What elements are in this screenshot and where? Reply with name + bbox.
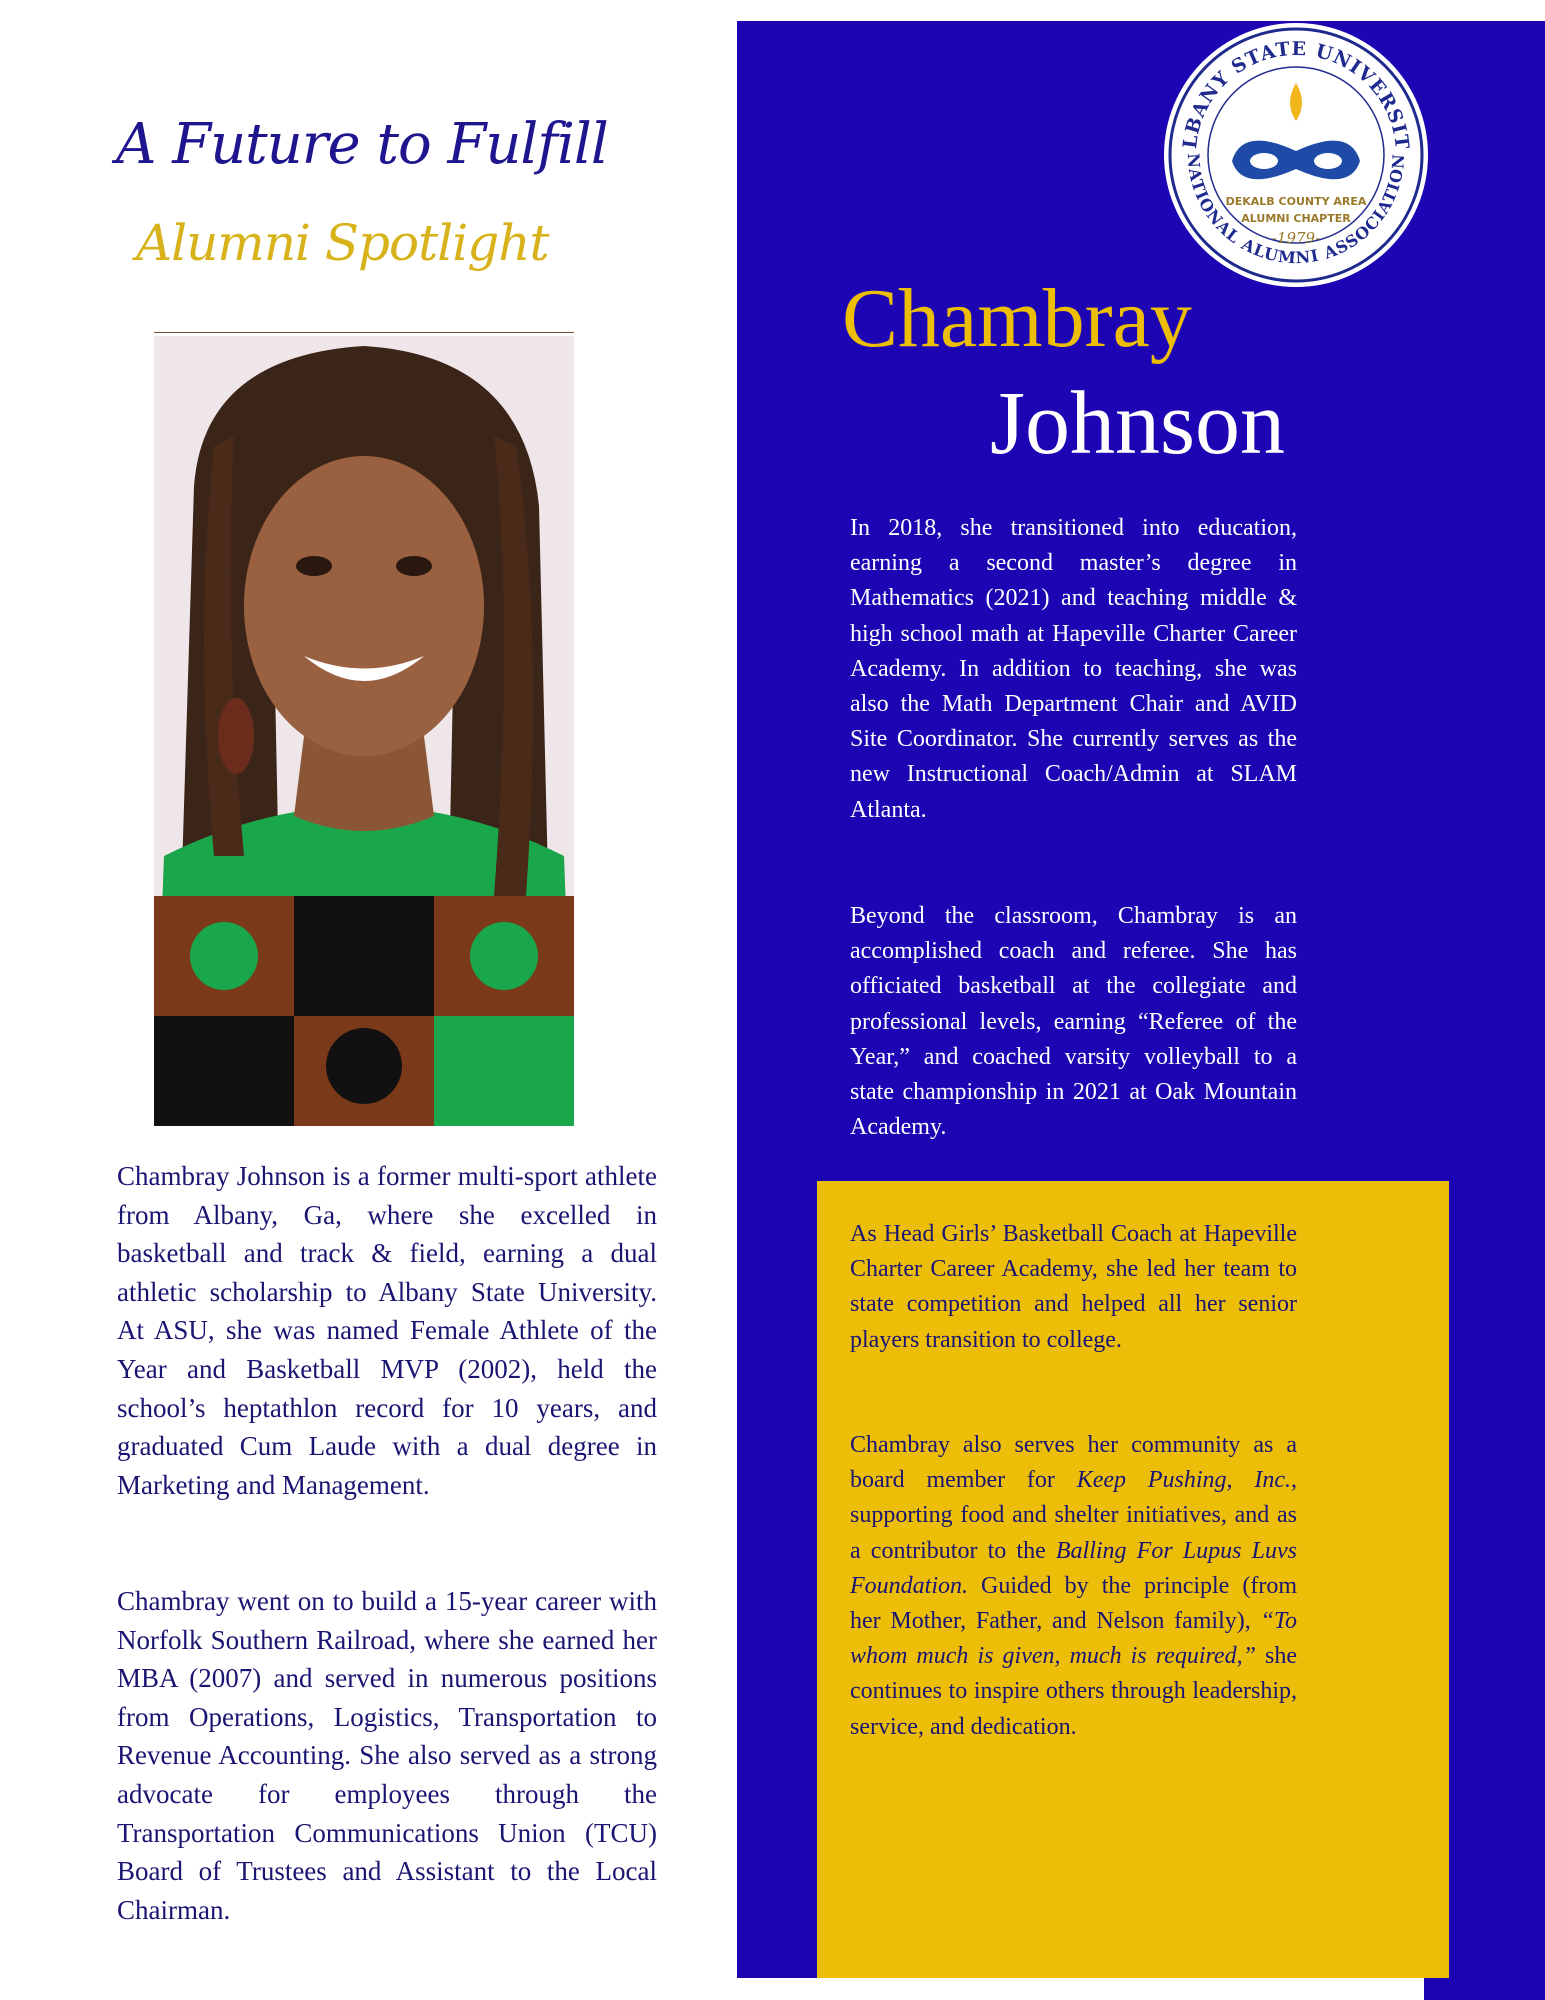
p4-part-2: , supporting food and shelter initiatives, and as a contributor to the bbox=[850, 1467, 1298, 1564]
portrait-photo bbox=[154, 336, 574, 1126]
name-first: Chambray bbox=[842, 272, 1192, 365]
svg-text:ALBANY STATE UNIVERSITY: LBANY STATE UNIVERSIT bbox=[1179, 37, 1414, 152]
svg-text:NATIONAL ALUMNI ASSOCIATION: NATIONAL ALUMNI ASSOCIATION bbox=[1183, 152, 1409, 268]
script-subtitle: Alumni Spotlight bbox=[136, 214, 549, 272]
alumni-chapter-seal bbox=[1162, 21, 1430, 289]
p4-part-4: she continues to inspire others through leadership, service, and dedication. bbox=[850, 1643, 1297, 1740]
guiding-quote: “To whom much is given, much is required,” bbox=[850, 1608, 1297, 1670]
left-paragraph-1: Chambray Johnson is a former multi-sport athlete from Albany, Ga, where she excelled in basketball and track & field, earning a dual athletic scholarship to Albany State University. At ASU, she was named Female Athlete of the Year and Basketball MVP (2002), held the school’s heptathlon record for 10 years, and graduated Cum Laude with a dual degree in Marketing and Management. bbox=[117, 1161, 657, 1500]
left-paragraph-2: Chambray went on to build a 15-year career with Norfolk Southern Railroad, where she earned her MBA (2007) and served in numerous positions from Operations, Logistics, Transportation to Revenue Accounting. She also served as a strong advocate for employees through the Transportation Communications Union (TCU) Board of Trustees and Assistant to the Local Chairman. bbox=[117, 1586, 657, 1925]
org-balling-for-lupus: Balling For Lupus Luvs Foundation. bbox=[850, 1537, 1298, 1599]
right-paragraph-1: In 2018, she transitioned into education, earning a second master’s degree in Mathematics (2021) and teaching middle & high school math at Hapeville Charter Career Academy. In addition to teaching, she was also the Math Department Chair and AVID Site Coordinator. She currently serves as the new Instructional Coach/Admin at SLAM Atlanta. bbox=[850, 515, 1297, 823]
name-last: Johnson bbox=[990, 374, 1286, 473]
portrait-illustration bbox=[154, 336, 574, 1126]
right-paragraph-4 bbox=[850, 1428, 1297, 1745]
seal-icon bbox=[1162, 21, 1430, 289]
seal-chapter-line2: ALUMNI CHAPTER bbox=[1241, 212, 1351, 225]
seal-year: -1979- bbox=[1271, 229, 1321, 247]
p4-part-3: Guided by the principle (from her Mother, Father, and Nelson family), bbox=[850, 1572, 1297, 1635]
right-paragraph-3: As Head Girls’ Basketball Coach at Hapeville Charter Career Academy, she led her team to state competition and helped all her senior players transition to college. bbox=[850, 1221, 1297, 1353]
photo-divider bbox=[154, 332, 574, 333]
seal-chapter-line1: DEKALB COUNTY AREA bbox=[1225, 195, 1367, 208]
org-keep-pushing: Keep Pushing, Inc. bbox=[1076, 1467, 1292, 1494]
right-paragraph-2: Beyond the classroom, Chambray is an accomplished coach and referee. She has officiated basketball at the collegiate and professional levels, earning “Referee of the Year,” and coached varsity volleyball to a state championship in 2021 at Oak Mountain Academy. bbox=[850, 903, 1297, 1141]
script-title: A Future to Fulfill bbox=[116, 112, 608, 177]
p4-part-1: Chambray also serves her community as a board member for bbox=[850, 1432, 1297, 1494]
